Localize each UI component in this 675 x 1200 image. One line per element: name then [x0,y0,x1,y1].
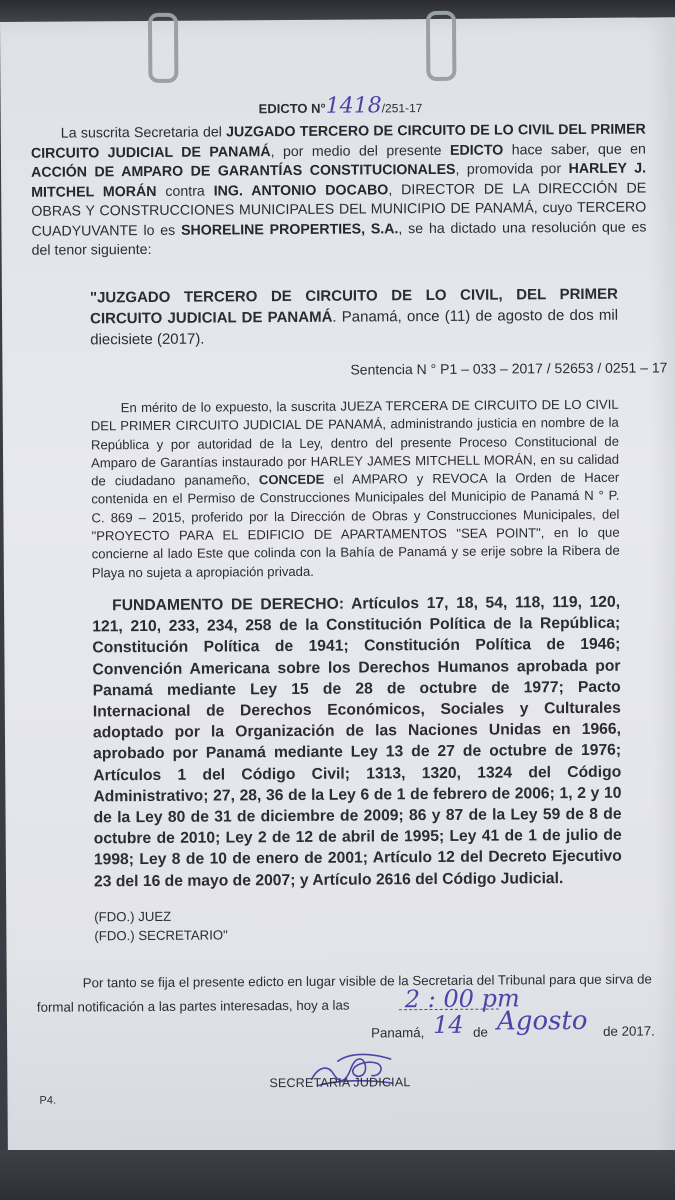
secretaria-judicial: SECRETARIA JUDICIAL [269,1075,411,1091]
edicto-title [259,93,423,119]
edicto-number-handwritten: 1418 [325,93,382,119]
intro-text-4: , promovida por [455,161,569,178]
binder-ring-right [426,11,456,81]
intro-text-7: , se ha dictado una resolución que es del tenor siguiente: [31,218,647,259]
sentencia-label: Sentencia N ° [350,360,437,378]
background-bottom [0,1150,675,1200]
sentencia-reference [350,359,668,378]
concede-word: CONCEDE [258,471,325,488]
page-ref: P4. [39,1094,57,1107]
date-city: Panamá, [371,1025,425,1041]
merito-paragraph [91,396,620,583]
date-year: de 2017. [603,1023,655,1039]
binder-ring-left [148,13,178,83]
intro-text-5: contra [156,183,214,200]
court-name: JUZGADO TERCERO DE CIRCUITO DE LO CIVIL DEL PRIMER CIRCUITO JUDICIAL DE PANAMÁ [30,121,646,162]
edicto-label: EDICTO N° [258,100,326,117]
signature-lines [94,906,394,945]
intro-text-2: , por medio del presente [270,142,451,160]
date-day-handwritten: 14 [432,1010,464,1040]
edicto-suffix: /251-17 [381,101,423,116]
plaintiff-name: HARLEY J. MITCHEL MORÁN [31,160,647,201]
fundamento-paragraph: FUNDAMENTO DE DERECHO: Artículos 17, 18, 54, 118, 119, 120, 121, 210, 233, 234, 258 de la Constitución Política de la República; Constitución Política de 1941; Constitución Política de 1946; Convención Americana sobre los Derechos Humanos aprobada por Panamá mediante Ley 15 de 28 de octubre de 1977; Pacto Internacional de Derechos Económicos, Sociales y Culturales adoptado por la Organización de las Naciones Unidas en 1966, aprobado por Panamá mediante Ley 13 de 27 de octubre de 1976; Artículos 1 del Código Civil; 1313, 1320, 1324 del Código Administrativo; 27, 28, 36 de la Ley 6 de 1 de febrero de 2006; 1, 2 y 10 de la Ley 80 de 31 de diciembre de 2009; 86 y 87 de la Ley 59 de 8 de octubre de 2010; Ley 2 de 12 de abril de 1995; Ley 41 de 1 de julio de 1998; Ley 8 de 10 de enero de 2001; Artículo 12 del Decreto Ejecutivo 23 del 16 de mayo de 2007; y Artículo 2616 del Código Judicial. [92,593,622,891]
resolution-heading [90,284,618,351]
hour-handwritten: 2 : 00 pm [404,984,520,1014]
date-month-handwritten: Agosto [496,1005,588,1037]
intro-text-3: hace saber, que en [503,140,646,158]
defendant-name: ING. ANTONIO DOCABO [213,181,389,200]
edicto-word: EDICTO [449,141,504,159]
document-page [0,17,675,1182]
fdo-juez: (FDO.) JUEZ [94,908,172,925]
merito-text-1: En mérito de lo expuesto, la suscrita JUEZA TERCERA DE CIRCUITO DE LO CIVIL DEL PRIMER CIRCUITO JUDICIAL DE PANAMÁ, administrando justicia en nombre de la República y por autoridad de la Ley, dentro del presente Proceso Constitucional de Amparo de Garantías instaurado por HARLEY JAMES MITCHELL MORÁN, en su calidad de ciudadano panameño, [90,396,620,489]
merito-text-2: el AMPARO y REVOCA la Orden de Hacer contenida en el Permiso de Construcciones Municipales del Municipio de Panamá N ° P. C. 869 – 2015, proferido por la Dirección de Obras y Construcciones Municipales, del "PROYECTO PARA EL EDIFICIO DE APARTAMENTOS "SEA POINT", en lo que concierne al lado Este que colinda con la Bahía de Panamá y se erije sobre la Ribera de Playa no sujeta a apropiación privada. [91,469,620,581]
intro-paragraph [31,120,647,261]
third-party-name: SHORELINE PROPERTIES, S.A. [180,220,399,239]
intro-text-1: La suscrita Secretaria del [60,124,227,142]
resolution-date: . Panamá, once (11) de agosto de dos mil diecisiete (2017). [90,306,619,349]
date-line [371,1005,661,1059]
fdo-secretario: (FDO.) SECRETARIO" [94,926,228,943]
intro-text-6: , DIRECTOR DE LA DIRECCIÓN DE OBRAS Y CONSTRUCCIONES MUNICIPALES DEL MUNICIPIO DE PANAMÁ, cuyo TERCERO CUADYUVANTE lo es [31,179,647,240]
sentencia-number: P1 – 033 – 2017 / 52653 / 0251 – 17 [440,359,668,377]
closing-paragraph: Por tanto se fija el presente edicto en lugar visible de la Secretaria del Tribunal para que sirva de formal notificación a las partes interesadas, hoy a las [36,971,652,1015]
resolution-court: "JUZGADO TERCERO DE CIRCUITO DE LO CIVIL, DEL PRIMER CIRCUITO JUDICIAL DE PANAMÁ [89,285,618,328]
date-de: de [473,1024,488,1040]
action-type: ACCIÓN DE AMPARO DE GARANTÍAS CONSTITUCIONALES [30,161,456,181]
